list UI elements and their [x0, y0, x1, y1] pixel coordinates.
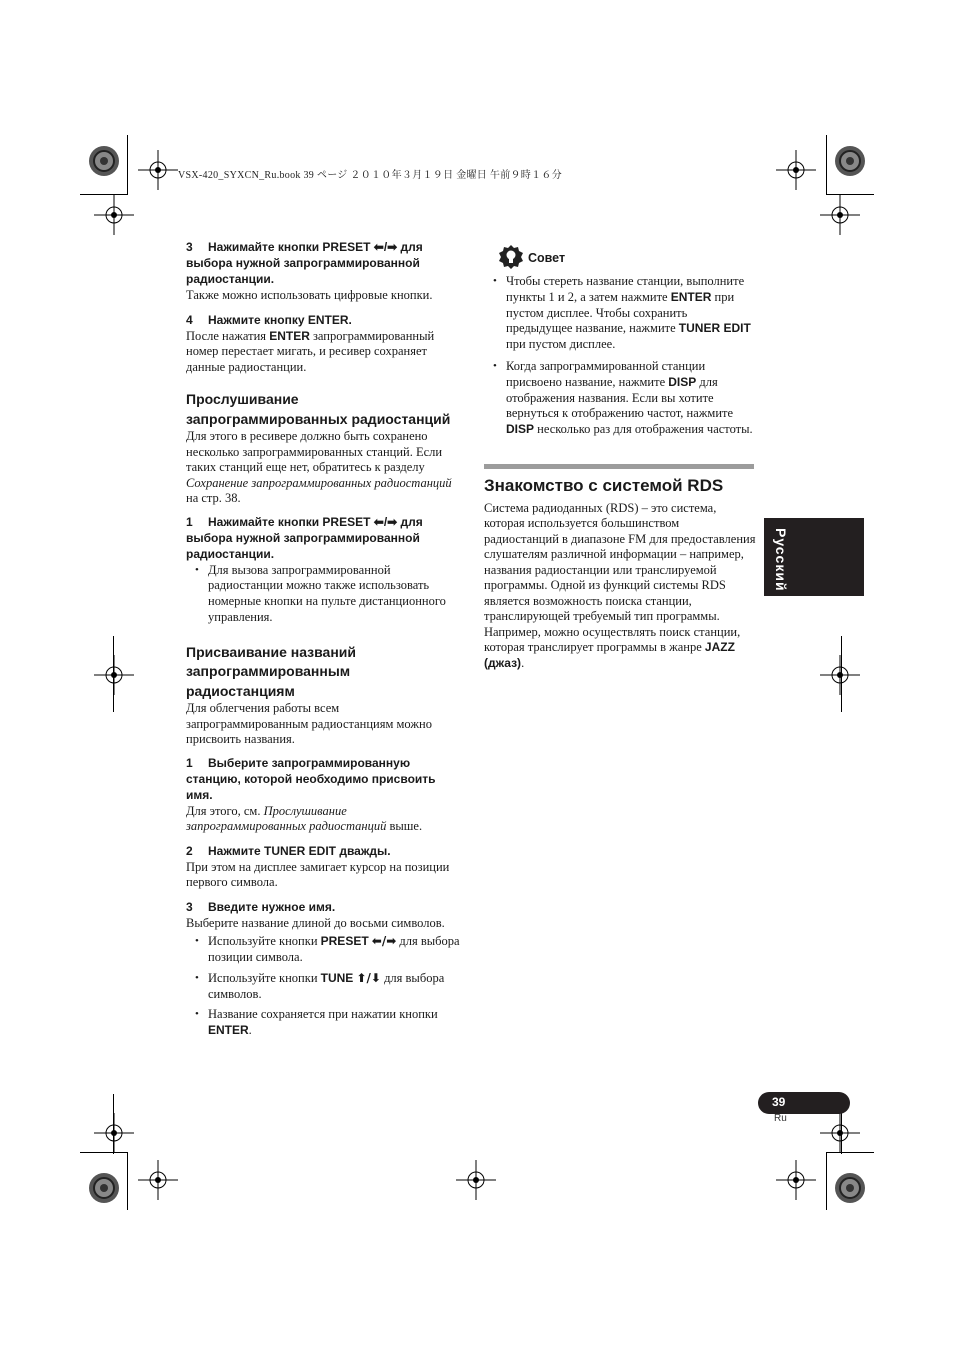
registration-rosette-icon — [832, 143, 868, 179]
key-label: PRESET — [320, 934, 369, 949]
section-heading-listen: Прослушивание запрограммированных радиостанций — [186, 391, 451, 427]
key-label: DISP — [506, 422, 535, 437]
cross-reference-link: Сохранение запрограммированных радиостанций — [186, 475, 452, 490]
crosshair-mark-icon — [820, 1113, 860, 1153]
key-label: ENTER — [269, 328, 310, 343]
key-label: TUNE — [320, 970, 354, 985]
crop-line — [80, 1152, 128, 1153]
step-number: 3 — [186, 240, 193, 254]
step-heading — [186, 312, 461, 328]
section-body: Система радиоданных (RDS) – это система, которая используется большинством радиостанций в диапазоне FM для предоставления слушателям различной информации – например, названия радиостанции или транслируемой программы. Одной из функций системы RDS является возможность поиска станции, транслирующей требуемый тип программы. Например, можно осуществлять поиск станции, которая транслирует программы в жанре JAZZ (джаз). — [484, 500, 756, 670]
file-header-line: VSX-420_SYXCN_Ru.book 39 ページ ２０１０年３月１９日 金曜日 午前９時１６分 — [178, 170, 563, 181]
step-body: После нажатия ENTER запрограммированный номер перестает мигать, и ресивер сохраняет данные радиостанции. — [186, 328, 435, 374]
crosshair-mark-icon — [94, 195, 134, 235]
crosshair-mark-icon — [776, 150, 816, 190]
list-item: • Название сохраняется при нажатии кнопки ENTER. — [186, 1007, 461, 1039]
step-heading — [186, 843, 461, 859]
crop-line — [127, 1152, 128, 1210]
crop-line — [127, 135, 128, 195]
left-column — [186, 239, 461, 1039]
list-item: • Используйте кнопки PRESET ⬅/➡ для выбора позиции символа. — [186, 934, 461, 966]
step-heading — [186, 755, 461, 803]
step-text: Нажмите TUNER EDIT дважды. — [208, 843, 391, 858]
crop-line — [826, 1152, 874, 1153]
crosshair-mark-icon — [138, 150, 178, 190]
step-number: 1 — [186, 755, 193, 770]
right-column — [484, 246, 756, 671]
registration-rosette-icon — [832, 1170, 868, 1206]
step-number: 3 — [186, 899, 193, 914]
step-body: Для этого, см. Прослушивание запрограммированных радиостанций выше. — [186, 803, 423, 834]
crosshair-mark-icon — [776, 1160, 816, 1200]
step-text: Нажимайте кнопки PRESET ⬅/➡ для выбора нужной запрограммированной радиостанции. — [186, 514, 423, 561]
crosshair-mark-icon — [138, 1160, 178, 1200]
bullet-list — [186, 563, 461, 626]
left-right-arrow-icon: ⬅/➡ — [371, 934, 397, 949]
section-heading-naming: Присваивание названий запрограммированным радиостанциям — [186, 643, 357, 699]
crop-line — [826, 1152, 827, 1210]
step-heading — [186, 239, 461, 287]
step-text: Нажмите кнопку ENTER. — [208, 312, 352, 327]
up-down-arrow-icon: ⬆/⬇ — [356, 970, 381, 985]
section-body: Для облегчения работы всем запрограммированным радиостанциям можно присвоить названия. — [186, 701, 432, 747]
list-item: • Когда запрограммированной станции присвоено название, нажмите DISP для отображения названия. Если вы хотите вернуться к отображению частот, нажмите DISP несколько раз для отображения частоты. — [484, 359, 756, 438]
step-number: 4 — [186, 312, 193, 327]
key-label: TUNER EDIT — [678, 321, 751, 336]
tip-lightbulb-icon — [498, 244, 524, 270]
step-body: При этом на дисплее замигает курсор на позиции первого символа. — [186, 859, 450, 890]
crop-line — [80, 194, 128, 195]
language-side-tab — [764, 518, 864, 596]
step-number: 2 — [186, 843, 193, 858]
crop-line — [826, 194, 874, 195]
step-text: Нажимайте кнопки PRESET ⬅/➡ для выбора нужной запрограммированной радиостанции. — [186, 240, 423, 286]
page-number: 39 — [772, 1095, 786, 1109]
bullet-list — [186, 934, 461, 1039]
crop-line — [113, 1094, 114, 1154]
crosshair-mark-icon — [456, 1160, 496, 1200]
step-heading — [186, 514, 461, 562]
key-label: DISP — [668, 374, 697, 389]
key-label: JAZZ (джаз) — [484, 640, 735, 670]
section-heading-rds: Знакомство с системой RDS — [484, 475, 724, 495]
step-text: Выберите запрограммированную станцию, которой необходимо присвоить имя. — [186, 755, 436, 802]
list-item: • Используйте кнопки TUNE ⬆/⬇ для выбора символов. — [186, 971, 461, 1003]
crosshair-mark-icon — [94, 1113, 134, 1153]
crosshair-mark-icon — [94, 655, 134, 695]
registration-rosette-icon — [86, 143, 122, 179]
list-item: • Для вызова запрограммированной радиостанции можно также использовать номерные кнопки на пульте дистанционного управления. — [186, 563, 461, 626]
tip-title: Совет — [528, 251, 566, 265]
step-heading — [186, 899, 461, 915]
crop-line — [113, 636, 114, 712]
step-number: 1 — [186, 514, 193, 529]
crosshair-mark-icon — [820, 195, 860, 235]
key-label: ENTER — [670, 289, 712, 304]
page-language-code: Ru — [774, 1113, 787, 1124]
crop-line — [826, 135, 827, 195]
step-body: Выберите название длиной до восьми символов. — [186, 915, 445, 930]
section-body: Для этого в ресивере должно быть сохранено несколько запрограммированных станций. Если таких станций еще нет, обратитесь к разделу Сохранение запрограммированных радиостанций на стр. 38. — [186, 429, 452, 505]
tip-bullet-list — [484, 274, 756, 438]
key-label: ENTER — [208, 1023, 249, 1038]
section-divider — [484, 464, 754, 469]
language-tab-label: Русский — [773, 528, 789, 592]
step-body: Также можно использовать цифровые кнопки. — [186, 288, 433, 302]
cross-reference-link: Прослушивание запрограммированных радиостанций — [186, 803, 387, 834]
step-text: Введите нужное имя. — [208, 899, 336, 914]
registration-rosette-icon — [86, 1170, 122, 1206]
list-item: • Чтобы стереть название станции, выполните пункты 1 и 2, а затем нажмите ENTER при пустом дисплее. Чтобы сохранить предыдущее название, нажмите TUNER EDIT при пустом дисплее. — [484, 274, 756, 353]
tip-header — [484, 246, 756, 272]
crop-line — [841, 636, 842, 712]
crosshair-mark-icon — [820, 655, 860, 695]
